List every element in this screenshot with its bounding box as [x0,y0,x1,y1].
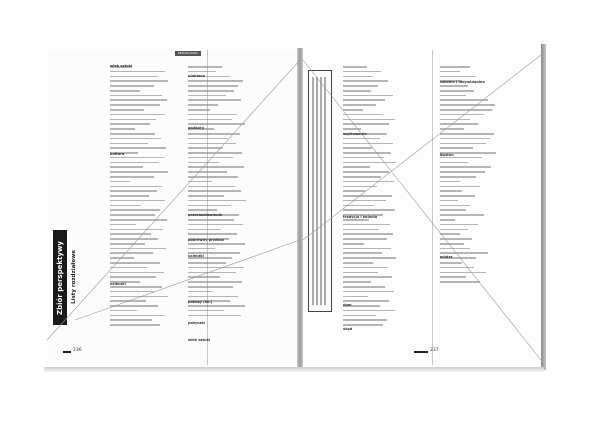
running-header: PEDAGOGIKA [175,51,201,56]
column-heading: pożyczki [188,321,205,325]
diagonal-rule [75,240,300,320]
column-heading: pokazy (ok.) [188,300,213,304]
column-heading: wiek sztuki [188,338,211,342]
column-heading: wiek sztuki [110,64,133,68]
column-heading: skąd [343,327,353,331]
column-heading: szyfrowanie [343,132,367,136]
column-heading: gadkory [188,126,205,130]
column-heading: ulubione [188,74,206,78]
column-heading: ucieczki [188,254,204,258]
column-heading: przeciwstawienie [188,213,223,217]
section-subtitle: Listy rozdziałowe [71,250,78,304]
diagonal-rule [47,60,300,340]
page-number-rule [63,351,71,353]
column-heading: tradycja i kolonia [343,215,378,219]
column-heading: ucieczki [110,282,126,286]
section-title: Zbiór perspektywy [56,240,65,315]
column-heading: dom [343,303,352,307]
column-heading: kultura [110,152,125,156]
diagonal-rule [303,60,541,360]
page-number-right: 237 [430,348,439,353]
column-heading: Bostan [440,153,454,157]
column-heading: szkolne i indywidualne [440,80,485,84]
page-number-left: 236 [73,348,82,353]
column-heading: pokrewny przekaz [188,238,224,242]
diagonal-rule [303,55,541,240]
column-heading: mistrz [440,255,453,259]
page-number-rule [414,351,428,353]
